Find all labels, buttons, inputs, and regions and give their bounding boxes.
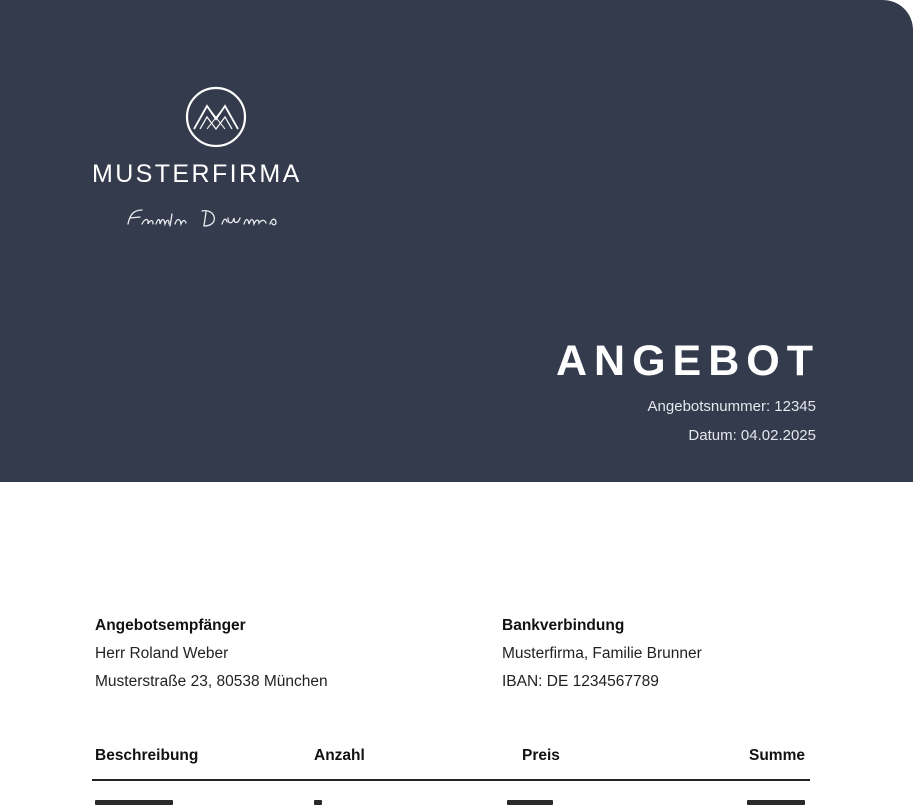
mountain-circle-icon: [185, 86, 247, 148]
cut-off-cell: [314, 800, 322, 805]
cut-off-cell: [747, 800, 805, 805]
recipient-address: Musterstraße 23, 80538 München: [95, 673, 328, 690]
offer-number: Angebotsnummer: 12345: [647, 398, 816, 415]
bank-block: [502, 612, 702, 696]
handwritten-signature: [120, 202, 320, 236]
bank-holder: Musterfirma, Familie Brunner: [502, 645, 702, 662]
recipient-name: Herr Roland Weber: [95, 645, 229, 662]
column-header-sum: Summe: [749, 747, 805, 764]
bank-heading: Bankverbindung: [502, 617, 625, 634]
table-row-cut-off: [92, 800, 810, 808]
company-logo: [92, 86, 340, 236]
bank-iban: IBAN: DE 1234567789: [502, 673, 659, 690]
cut-off-cell: [95, 800, 173, 805]
column-header-price: Preis: [522, 747, 560, 764]
recipient-block: [95, 612, 328, 696]
offer-date: Datum: 04.02.2025: [688, 427, 816, 444]
cut-off-cell: [507, 800, 553, 805]
company-name: MUSTERFIRMA: [92, 160, 302, 188]
document-title: ANGEBOT: [556, 337, 820, 385]
column-header-description: Beschreibung: [95, 747, 199, 764]
items-table-header: [92, 745, 810, 781]
column-header-quantity: Anzahl: [314, 747, 365, 764]
recipient-heading: Angebotsempfänger: [95, 617, 246, 634]
